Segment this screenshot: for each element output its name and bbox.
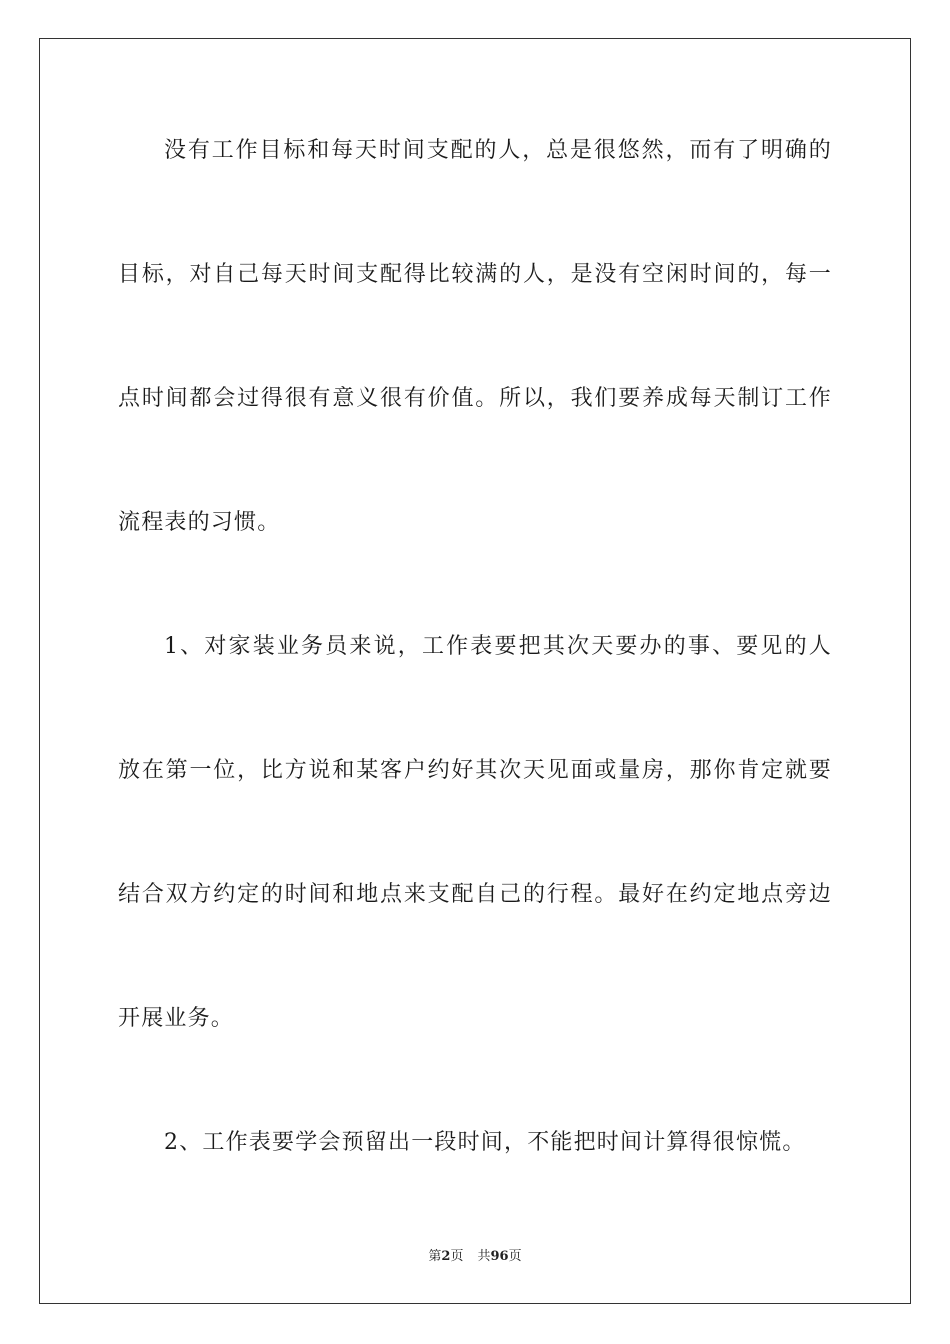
paragraph-line: 开展业务。 — [118, 1006, 235, 1031]
paragraph-line: 没有工作目标和每天时间支配的人，总是很悠然，而有了明确的 — [164, 138, 832, 163]
total-pages: 96 — [490, 1249, 509, 1264]
page-footer — [0, 1248, 950, 1266]
paragraph-line: 1、对家装业务员来说，工作表要把其次天要办的事、要见的人 — [164, 634, 832, 659]
paragraph-line: 目标，对自己每天时间支配得比较满的人，是没有空闲时间的，每一 — [118, 262, 832, 287]
paragraph-line: 2、工作表要学会预留出一段时间，不能把时间计算得很惊慌。 — [164, 1130, 806, 1155]
page-frame — [39, 38, 911, 1304]
paragraph-line: 流程表的习惯。 — [118, 510, 281, 535]
paragraph-line: 放在第一位，比方说和某客户约好其次天见面或量房，那你肯定就要 — [118, 758, 832, 783]
paragraph-line: 结合双方约定的时间和地点来支配自己的行程。最好在约定地点旁边 — [118, 882, 832, 907]
page-suffix: 页 — [450, 1249, 464, 1264]
page-number: 2 — [441, 1249, 451, 1264]
total-suffix: 页 — [508, 1249, 522, 1264]
total-prefix: 共 — [477, 1249, 491, 1264]
page-prefix: 第 — [428, 1249, 442, 1264]
paragraph-line: 点时间都会过得很有意义很有价值。所以，我们要养成每天制订工作 — [118, 386, 832, 411]
